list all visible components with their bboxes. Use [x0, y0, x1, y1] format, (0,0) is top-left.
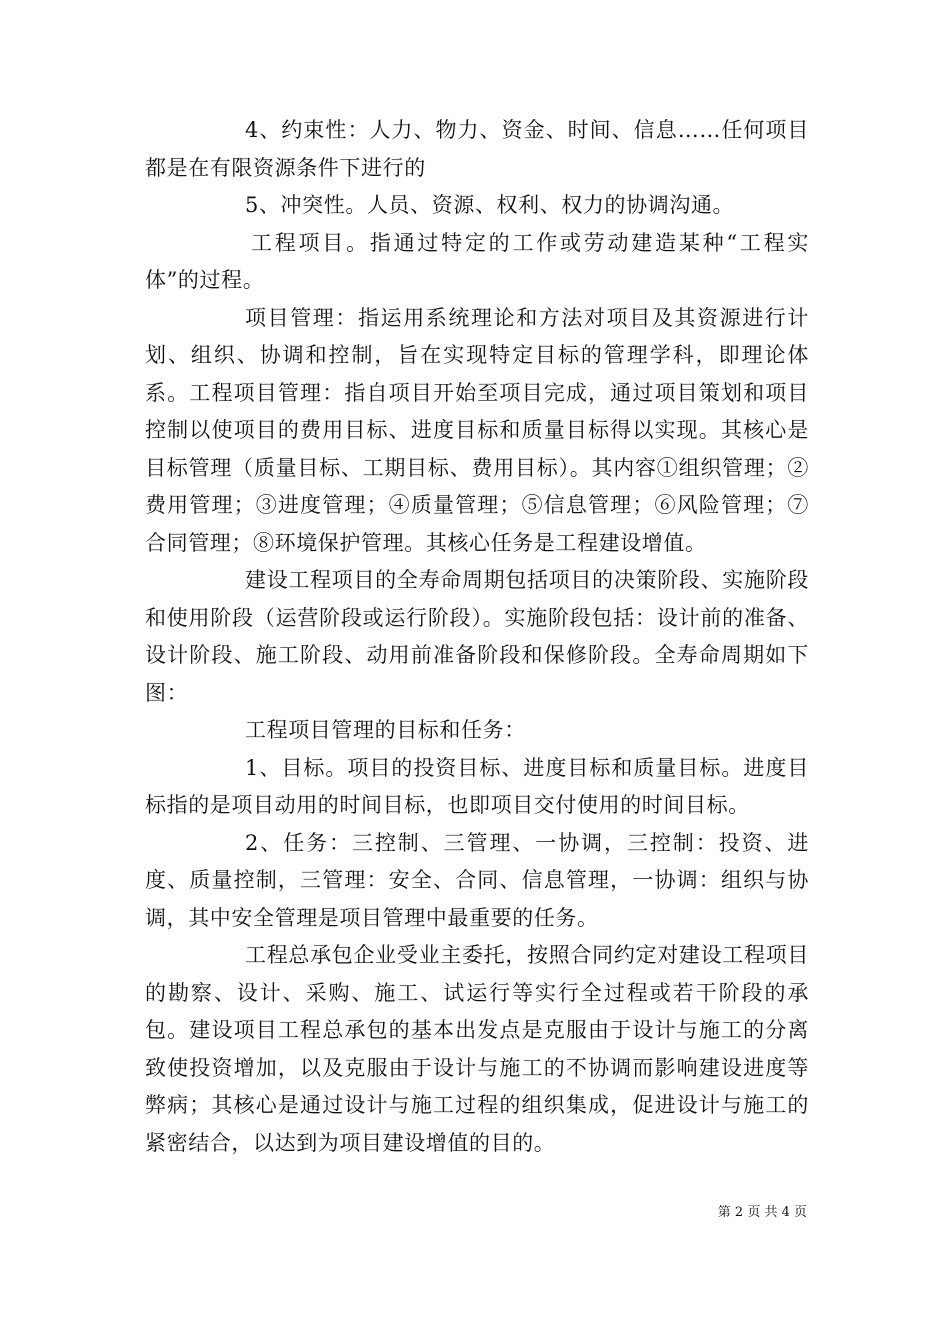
paragraph-goals: 1、目标。项目的投资目标、进度目标和质量目标。进度目标指的是项目动用的时间目标，也即项目交付使用的时间目标。: [145, 755, 809, 817]
paragraph-goals-tasks-heading: 工程项目管理的目标和任务：: [245, 718, 526, 742]
paragraph-tasks: 2、任务：三控制、三管理、一协调，三控制：投资、进度、质量控制，三管理：安全、合同、信息管理，一协调：组织与协调，其中安全管理是项目管理中最重要的任务。: [145, 830, 809, 930]
paragraph-project-management: 项目管理：指运用系统理论和方法对项目及其资源进行计划、组织、协调和控制，旨在实现特定目标的管理学科，即理论体系。工程项目管理：指自项目开始至项目完成，通过项目策划和项目控制以使项目的费用目标、进度目标和质量目标得以实现。其核心是目标管理（质量目标、工期目标、费用目标）。其内容①组织管理；②费用管理；③进度管理；④质量管理；⑤信息管理；⑥风险管理；⑦合同管理；⑧环境保护管理。其核心任务是工程建设增值。: [145, 305, 809, 555]
paragraph-life-cycle: 建设工程项目的全寿命周期包括项目的决策阶段、实施阶段和使用阶段（运营阶段或运行阶段）。实施阶段包括：设计前的准备、设计阶段、施工阶段、动用前准备阶段和保修阶段。全寿命周期如下图：: [145, 568, 809, 705]
paragraph-general-contracting: 工程总承包企业受业主委托，按照合同约定对建设工程项目的勘察、设计、采购、施工、试运行等实行全过程或若干阶段的承包。建设项目工程总承包的基本出发点是克服由于设计与施工的分离致使投资增加，以及克服由于设计与施工的不协调而影响建设进度等弊病；其核心是通过设计与施工过程的组织集成，促进设计与施工的紧密结合，以达到为项目建设增值的目的。: [145, 943, 809, 1155]
paragraph-conflict: 5、冲突性。人员、资源、权利、权力的协调沟通。: [245, 193, 735, 217]
document-body: [145, 112, 809, 1162]
paragraph-constraint: 4、约束性：人力、物力、资金、时间、信息……任何项目都是在有限资源条件下进行的: [145, 118, 809, 180]
page-number: 第 2 页 共 4 页: [717, 1205, 807, 1220]
paragraph-engineering-project: 工程项目。指通过特定的工作或劳动建造某种“工程实体”的过程。: [145, 230, 809, 292]
